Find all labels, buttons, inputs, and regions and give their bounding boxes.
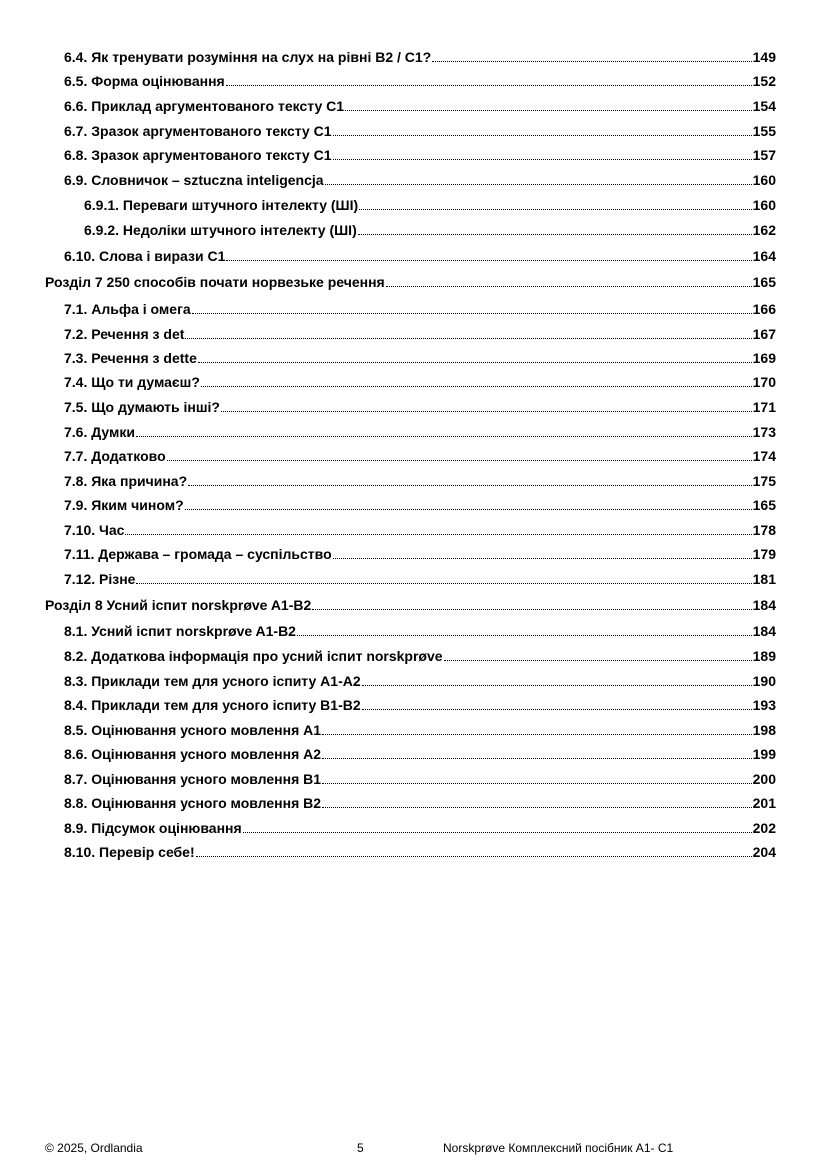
toc-entry-page: 171 (752, 399, 776, 415)
dot-leader (358, 233, 752, 235)
toc-entry-title: 7.6. Думки (64, 424, 135, 440)
toc-entry-page: 189 (752, 648, 776, 664)
toc-entry-page: 149 (752, 49, 776, 65)
toc-entry-page: 165 (752, 274, 776, 290)
dot-leader (359, 208, 751, 210)
dot-leader (312, 608, 751, 610)
toc-entry-title: 6.5. Форма оцінювання (64, 73, 225, 89)
toc-entry-page: 160 (752, 197, 776, 213)
toc-entry-title: 7.3. Речення з dette (64, 350, 197, 366)
toc-entry[interactable] (64, 744, 776, 764)
toc-entry-title: Розділ 7 250 способів почати норвезьке речення (45, 274, 385, 290)
toc-entry[interactable] (64, 495, 776, 515)
toc-entry-title: 7.8. Яка причина? (64, 473, 188, 489)
toc-entry-title: 7.1. Альфа і омега (64, 301, 191, 317)
dot-leader (333, 134, 752, 136)
dot-leader (198, 361, 752, 363)
footer-book-title: Norskprøve Комплексний посібник A1- C1 (443, 1141, 674, 1155)
dot-leader (325, 183, 752, 185)
toc-entry-title: 7.12. Різне (64, 571, 136, 587)
toc-entry-page: 198 (752, 722, 776, 738)
toc-entry[interactable] (64, 170, 776, 190)
toc-entry[interactable] (64, 720, 776, 740)
toc-entry-title: 7.2. Речення з det (64, 326, 185, 342)
toc-entry[interactable] (64, 671, 776, 691)
dot-leader (226, 259, 751, 261)
toc-entry[interactable] (64, 621, 776, 641)
toc-entry-title: 6.10. Слова і вирази C1 (64, 248, 226, 264)
toc-entry-title: 8.7. Оцінювання усного мовлення B1 (64, 771, 322, 787)
toc-entry-page: 174 (752, 448, 776, 464)
toc-entry-page: 184 (752, 623, 776, 639)
toc-entry-page: 167 (752, 326, 776, 342)
toc-entry-title: 8.6. Оцінювання усного мовлення A2 (64, 746, 322, 762)
toc-entry-page: 155 (752, 123, 776, 139)
toc-entry-title: Розділ 8 Усний іспит norskprøve A1-B2 (45, 597, 312, 613)
toc-entry-page: 157 (752, 147, 776, 163)
toc-entry[interactable] (64, 818, 776, 838)
toc-entry-page: 173 (752, 424, 776, 440)
dot-leader (221, 410, 752, 412)
toc-entry[interactable] (64, 793, 776, 813)
toc-entry[interactable] (64, 471, 776, 491)
toc-entry[interactable] (64, 842, 776, 862)
toc-entry[interactable] (64, 646, 776, 666)
toc-entry[interactable] (64, 422, 776, 442)
toc-entry[interactable] (64, 348, 776, 368)
toc-entry-page: 193 (752, 697, 776, 713)
toc-entry-page: 152 (752, 73, 776, 89)
toc-entry-title: 7.4. Що ти думаєш? (64, 374, 200, 390)
dot-leader (345, 109, 752, 111)
toc-entry[interactable] (84, 220, 776, 240)
toc-entry-title: 6.6. Приклад аргументованого тексту C1 (64, 98, 345, 114)
toc-entry-title: 7.7. Додатково (64, 448, 166, 464)
dot-leader (196, 855, 752, 857)
toc-entry-page: 169 (752, 350, 776, 366)
footer-page-number: 5 (357, 1141, 364, 1155)
toc-entry[interactable] (64, 324, 776, 344)
toc-entry-title: 6.7. Зразок аргументованого тексту С1 (64, 123, 332, 139)
dot-leader (333, 158, 752, 160)
dot-leader (136, 582, 751, 584)
toc-entry-page: 162 (752, 222, 776, 238)
toc-entry-title: 8.8. Оцінювання усного мовлення B2 (64, 795, 322, 811)
toc-entry-page: 164 (752, 248, 776, 264)
toc-chapter-entry[interactable] (45, 272, 776, 292)
toc-entry[interactable] (64, 121, 776, 141)
toc-entry-page: 154 (752, 98, 776, 114)
dot-leader (444, 659, 752, 661)
toc-entry-title: 7.9. Яким чином? (64, 497, 184, 513)
toc-entry-title: 7.10. Час (64, 522, 125, 538)
toc-entry-page: 175 (752, 473, 776, 489)
toc-entry[interactable] (64, 71, 776, 91)
dot-leader (297, 634, 752, 636)
toc-entry-page: 199 (752, 746, 776, 762)
dot-leader (322, 806, 752, 808)
toc-chapter-entry[interactable] (45, 595, 776, 615)
toc-entry-title: 8.5. Оцінювання усного мовлення A1 (64, 722, 322, 738)
dot-leader (322, 733, 752, 735)
toc-entry[interactable] (64, 695, 776, 715)
dot-leader (167, 459, 752, 461)
toc-entry-page: 165 (752, 497, 776, 513)
toc-entry[interactable] (64, 544, 776, 564)
dot-leader (226, 84, 752, 86)
toc-entry[interactable] (64, 299, 776, 319)
toc-entry-title: 7.5. Що думають інші? (64, 399, 220, 415)
toc-entry-title: 8.1. Усний іспит norskprøve A1-B2 (64, 623, 296, 639)
dot-leader (322, 757, 752, 759)
dot-leader (185, 508, 752, 510)
toc-entry-title: 6.4. Як тренувати розуміння на слух на рівні B2 / C1? (64, 49, 432, 65)
toc-entry[interactable] (64, 246, 776, 266)
toc-entry-page: 179 (752, 546, 776, 562)
toc-entry-page: 184 (752, 597, 776, 613)
toc-entry-page: 178 (752, 522, 776, 538)
toc-entry-page: 166 (752, 301, 776, 317)
toc-entry-title: 6.9.2. Недоліки штучного інтелекту (ШІ) (84, 222, 357, 238)
toc-entry[interactable] (84, 195, 776, 215)
toc-entry[interactable] (64, 446, 776, 466)
toc-entry-page: 201 (752, 795, 776, 811)
toc-entry[interactable] (64, 569, 776, 589)
toc-entry-title: 7.11. Держава – громада – суспільство (64, 546, 332, 562)
toc-entry[interactable] (64, 47, 776, 67)
toc-entry[interactable] (64, 769, 776, 789)
page-footer (0, 1141, 820, 1159)
toc-entry[interactable] (64, 520, 776, 540)
toc-entry-title: 8.9. Підсумок оцінювання (64, 820, 242, 836)
dot-leader (432, 60, 751, 62)
toc-entry[interactable] (64, 372, 776, 392)
dot-leader (188, 484, 752, 486)
dot-leader (322, 782, 752, 784)
dot-leader (136, 435, 752, 437)
dot-leader (192, 312, 752, 314)
toc-entry-page: 170 (752, 374, 776, 390)
dot-leader (243, 831, 752, 833)
toc-entry-page: 200 (752, 771, 776, 787)
toc-entry[interactable] (64, 96, 776, 116)
toc-entry-title: 6.9.1. Переваги штучного інтелекту (ШІ) (84, 197, 359, 213)
toc-entry[interactable] (64, 397, 776, 417)
dot-leader (386, 285, 752, 287)
dot-leader (333, 557, 752, 559)
toc-entry-title: 8.10. Перевір себе! (64, 844, 195, 860)
dot-leader (362, 684, 752, 686)
dot-leader (125, 533, 751, 535)
toc-entry-page: 160 (752, 172, 776, 188)
toc-entry-page: 181 (752, 571, 776, 587)
dot-leader (362, 708, 752, 710)
toc-entry-page: 204 (752, 844, 776, 860)
footer-copyright: © 2025, Ordlandia (45, 1141, 143, 1155)
toc-entry-title: 8.4. Приклади тем для усного іспиту B1-B2 (64, 697, 361, 713)
toc-entry-page: 202 (752, 820, 776, 836)
toc-entry-title: 8.3. Приклади тем для усного іспиту A1-A2 (64, 673, 361, 689)
dot-leader (185, 337, 751, 339)
toc-entry-title: 6.9. Словничок – sztuczna inteligencja (64, 172, 324, 188)
toc-entry[interactable] (64, 145, 776, 165)
toc-entry-title: 8.2. Додаткова інформація про усний іспит norskprøve (64, 648, 443, 664)
toc-entry-page: 190 (752, 673, 776, 689)
toc-entry-title: 6.8. Зразок аргументованого тексту С1 (64, 147, 332, 163)
dot-leader (201, 385, 752, 387)
